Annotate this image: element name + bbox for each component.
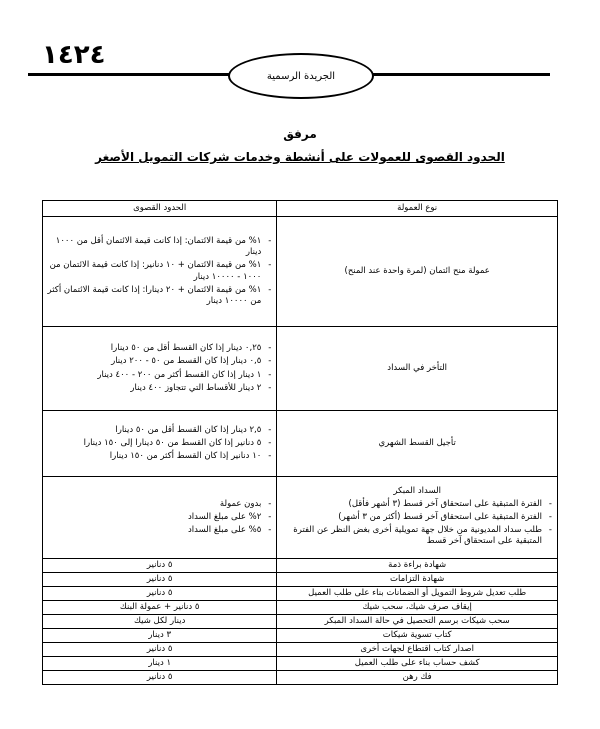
table-row	[43, 573, 558, 587]
fee-type-cell: شهادة التزامات	[277, 573, 558, 587]
list-item: - ٥ دنانير إذا كان القسط من ٥٠ دينارا إلى ١٥٠ دينارا	[46, 438, 273, 449]
fee-limit-cell: ٥ دنانير	[43, 587, 277, 601]
fee-type-cell: اصدار كتاب اقتطاع لجهات أخرى	[277, 643, 558, 657]
table-row	[43, 217, 558, 327]
fee-limit-cell: ٣ دينار	[43, 629, 277, 643]
fee-type-cell: فك رهن	[277, 671, 558, 685]
table-row	[43, 629, 558, 643]
table-row	[43, 601, 558, 615]
limit-list	[46, 236, 273, 306]
fee-type-cell: التأخر في السداد	[277, 327, 558, 411]
table-row	[43, 643, 558, 657]
fee-type-cell: كتاب تسوية شيكات	[277, 629, 558, 643]
limit-list	[46, 499, 273, 536]
document-subtitle	[0, 150, 600, 164]
document-title: مرفق	[283, 127, 317, 141]
list-item: - ١٠ دنانير إذا كان القسط أكثر من ١٥٠ دينارا	[46, 451, 273, 462]
list-item: - ٢,٥ دينار إذا كان القسط أقل من ٥٠ دينارا	[46, 425, 273, 436]
page-number: ١٤٢٤	[42, 40, 106, 70]
fee-limit-cell: دينار لكل شيك	[43, 615, 277, 629]
fee-type-cell: كشف حساب بناء على طلب العميل	[277, 657, 558, 671]
header-max-limit: الحدود القصوى	[43, 201, 277, 217]
fee-type-cell: تأجيل القسط الشهري	[277, 411, 558, 477]
fee-limit-cell	[43, 411, 277, 477]
fee-limit-cell: ١ دينار	[43, 657, 277, 671]
limit-list	[46, 343, 273, 393]
list-item: - الفترة المتبقية على استحقاق آخر قسط (٣ أشهر فأقل)	[280, 499, 554, 510]
fee-limit-cell: ٥ دنانير	[43, 643, 277, 657]
fee-type-cell	[277, 477, 558, 559]
list-item: - ٠,٢٥ دينار إذا كان القسط أقل من ٥٠ دينارا	[46, 343, 273, 354]
fee-limit-cell: ٥ دنانير	[43, 573, 277, 587]
gazette-oval-badge	[228, 53, 374, 99]
list-item: - الفترة المتبقية على استحقاق آخر قسط (أكثر من ٣ أشهر)	[280, 512, 554, 523]
list-item: - ١ دينار إذا كان القسط أكثر من ٢٠٠ - ٤٠٠ دينار	[46, 370, 273, 381]
list-item: - ١% من قيمة الائتمان + ١٠ دنانير: إذا كانت قيمة الائتمان من ١٠٠٠ - ١٠٠٠٠ دينار	[46, 260, 273, 282]
fee-type-cell: عمولة منح ائتمان (لمرة واحدة عند المنح)	[277, 217, 558, 327]
document-subtitle-text: الحدود القصوى للعمولات على أنشطة وخدمات شركات التمويل الأصغر	[95, 150, 505, 164]
header-fee-type: نوع العمولة	[277, 201, 558, 217]
table-row	[43, 587, 558, 601]
fee-type-cell: سحب شيكات برسم التحصيل في حالة السداد المبكر	[277, 615, 558, 629]
fee-type-cell: إيقاف صرف شيك، سحب شيك	[277, 601, 558, 615]
table-row	[43, 671, 558, 685]
list-item: - ١% من قيمة الائتمان: إذا كانت قيمة الائتمان أقل من ١٠٠٠ دينار	[46, 236, 273, 258]
table-row	[43, 477, 558, 559]
fee-limit-cell: ٥ دنانير	[43, 671, 277, 685]
early-payment-list	[280, 499, 554, 547]
table-row	[43, 327, 558, 411]
gazette-name: الجريدة الرسمية	[266, 70, 336, 82]
fee-limit-cell	[43, 217, 277, 327]
table-row	[43, 657, 558, 671]
table-header-row	[43, 201, 558, 217]
list-item: - ١% من قيمة الائتمان + ٢٠ دينارا: إذا كانت قيمة الائتمان أكثر من ١٠٠٠٠ دينار	[46, 285, 273, 307]
early-payment-title: السداد المبكر	[393, 485, 441, 496]
list-item: - طلب سداد المديونية من خلال جهة تمويلية أخرى بغض النظر عن الفترة المتبقية على استحقاق آخر قسط	[280, 525, 554, 547]
fee-limit-cell	[43, 477, 277, 559]
fee-limit-cell: ٥ دنانير	[43, 559, 277, 573]
list-item: - ٥% على مبلغ السداد	[46, 525, 273, 536]
list-item: - ٢ دينار للأقساط التي تتجاوز ٤٠٠ دينار	[46, 383, 273, 394]
fees-table	[42, 200, 558, 685]
fee-limit-cell: ٥ دنانير + عمولة البنك	[43, 601, 277, 615]
list-item: - بدون عمولة	[46, 499, 273, 510]
table-row	[43, 615, 558, 629]
table-row	[43, 559, 558, 573]
fee-type-cell: طلب تعديل شروط التمويل أو الضمانات بناء على طلب العميل	[277, 587, 558, 601]
table-row	[43, 411, 558, 477]
limit-list	[46, 425, 273, 462]
list-item: - ٢% على مبلغ السداد	[46, 512, 273, 523]
fee-type-cell: شهادة براءة ذمة	[277, 559, 558, 573]
fee-limit-cell	[43, 327, 277, 411]
list-item: - ٠,٥ دينار إذا كان القسط من ٥٠ - ٢٠٠ دينار	[46, 356, 273, 367]
